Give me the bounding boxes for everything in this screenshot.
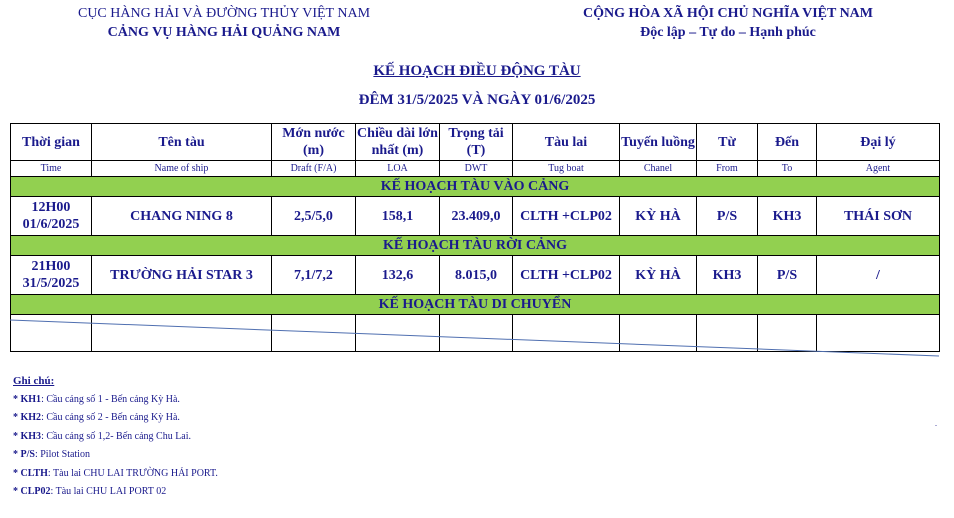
cell-tug: CLTH +CLP02 <box>513 256 620 295</box>
ship-movement-table <box>10 123 940 352</box>
national-motto: Độc lập – Tự do – Hạnh phúc <box>640 25 816 40</box>
cell-agent: / <box>817 256 940 295</box>
note-item <box>13 465 218 484</box>
notes-heading: Ghi chú: <box>13 375 55 387</box>
cell-time-hour: 21H00 <box>31 259 71 274</box>
note-label: * KH1 <box>13 393 42 405</box>
note-text: : Tàu lai CHU LAI PORT 02 <box>50 486 167 497</box>
cell-channel: KỲ HÀ <box>620 256 697 295</box>
col-header-channel: Tuyến luồng <box>620 124 697 161</box>
note-label: * P/S <box>13 449 35 460</box>
subheader-row <box>11 161 940 177</box>
cell-tug: CLTH +CLP02 <box>513 197 620 236</box>
cell-time-date: 31/5/2025 <box>22 276 80 291</box>
cell-loa: 132,6 <box>356 256 440 295</box>
national-name: CỘNG HÒA XÃ HỘI CHỦ NGHĨA VIỆT NAM <box>582 6 873 21</box>
header-row <box>11 124 940 161</box>
note-label: * KH2 <box>13 412 42 423</box>
note-text: : Pilot Station <box>34 449 90 460</box>
col-sub-loa: LOA <box>356 161 440 177</box>
cell-ship: CHANG NING 8 <box>92 197 272 236</box>
section-title: KẾ HOẠCH TÀU VÀO CẢNG <box>11 177 940 197</box>
issuer-header <box>44 4 404 42</box>
cell-time-date: 01/6/2025 <box>22 217 80 232</box>
col-sub-agent: Agent <box>817 161 940 177</box>
empty-cell <box>272 315 356 352</box>
cell-dwt: 8.015,0 <box>440 256 513 295</box>
note-text: : Cầu cảng số 1 - Bến cảng Kỳ Hà. <box>41 393 180 405</box>
empty-cell <box>758 315 817 352</box>
note-text: : Cầu cảng số 1,2- Bến cảng Chu Lai. <box>41 430 192 442</box>
empty-cell <box>356 315 440 352</box>
cell-agent: THÁI SƠN <box>817 197 940 236</box>
note-item <box>13 409 218 428</box>
note-item <box>13 483 218 502</box>
col-sub-draft: Draft (F/A) <box>272 161 356 177</box>
col-header-to: Đến <box>758 124 817 161</box>
col-sub-time: Time <box>11 161 92 177</box>
col-header-time: Thời gian <box>11 124 92 161</box>
col-header-agent: Đại lý <box>817 124 940 161</box>
cell-draft: 7,1/7,2 <box>272 256 356 295</box>
cell-from: P/S <box>697 197 758 236</box>
section-title: KẾ HOẠCH TÀU RỜI CẢNG <box>11 236 940 256</box>
empty-cell <box>513 315 620 352</box>
col-sub-channel: Chanel <box>620 161 697 177</box>
col-header-ship: Tên tàu <box>92 124 272 161</box>
col-sub-to: To <box>758 161 817 177</box>
note-label: * CLTH <box>13 467 48 479</box>
cell-time <box>11 256 92 295</box>
col-sub-tug: Tug boat <box>513 161 620 177</box>
note-text: : Cầu cảng số 2 - Bến cảng Kỳ Hà. <box>41 412 180 423</box>
document-title: KẾ HOẠCH ĐIỀU ĐỘNG TÀU <box>373 63 581 79</box>
cell-dwt: 23.409,0 <box>440 197 513 236</box>
col-header-draft: Mớn nước (m) <box>272 124 356 161</box>
empty-cell <box>697 315 758 352</box>
col-header-tug: Tàu lai <box>513 124 620 161</box>
note-item <box>13 446 218 465</box>
issuer-department: CỤC HÀNG HẢI VÀ ĐƯỜNG THỦY VIỆT NAM <box>77 6 371 21</box>
empty-cell <box>440 315 513 352</box>
national-header <box>548 4 908 42</box>
note-item <box>13 428 218 447</box>
note-label: * CLP02 <box>13 486 51 497</box>
empty-row <box>11 315 940 352</box>
issuer-authority: CẢNG VỤ HÀNG HẢI QUẢNG NAM <box>107 25 341 40</box>
cell-loa: 158,1 <box>356 197 440 236</box>
cell-channel: KỲ HÀ <box>620 197 697 236</box>
cell-time <box>11 197 92 236</box>
empty-cell <box>620 315 697 352</box>
col-header-dwt: Trọng tải (T) <box>440 124 513 161</box>
document-subtitle: ĐÊM 31/5/2025 VÀ NGÀY 01/6/2025 <box>358 92 596 108</box>
col-sub-from: From <box>697 161 758 177</box>
empty-cell <box>817 315 940 352</box>
col-header-loa: Chiều dài lớn nhất (m) <box>356 124 440 161</box>
stray-mark: . <box>935 419 937 428</box>
cell-draft: 2,5/5,0 <box>272 197 356 236</box>
note-item <box>13 391 218 410</box>
note-label: * KH3 <box>13 430 42 442</box>
table-row <box>11 197 940 236</box>
cell-time-hour: 12H00 <box>31 200 71 215</box>
empty-cell <box>11 315 92 352</box>
section-departures <box>11 236 940 256</box>
note-text: : Tàu lai CHU LAI TRƯỜNG HẢI PORT. <box>47 467 218 479</box>
col-sub-dwt: DWT <box>440 161 513 177</box>
section-arrivals <box>11 177 940 197</box>
col-sub-ship: Name of ship <box>92 161 272 177</box>
cell-from: KH3 <box>697 256 758 295</box>
cell-to: P/S <box>758 256 817 295</box>
section-shifting <box>11 295 940 315</box>
cell-to: KH3 <box>758 197 817 236</box>
notes-block <box>13 372 218 502</box>
cell-ship: TRƯỜNG HẢI STAR 3 <box>92 256 272 295</box>
table-row <box>11 256 940 295</box>
col-header-from: Từ <box>697 124 758 161</box>
empty-cell <box>92 315 272 352</box>
section-title: KẾ HOẠCH TÀU DI CHUYỂN <box>11 295 940 315</box>
